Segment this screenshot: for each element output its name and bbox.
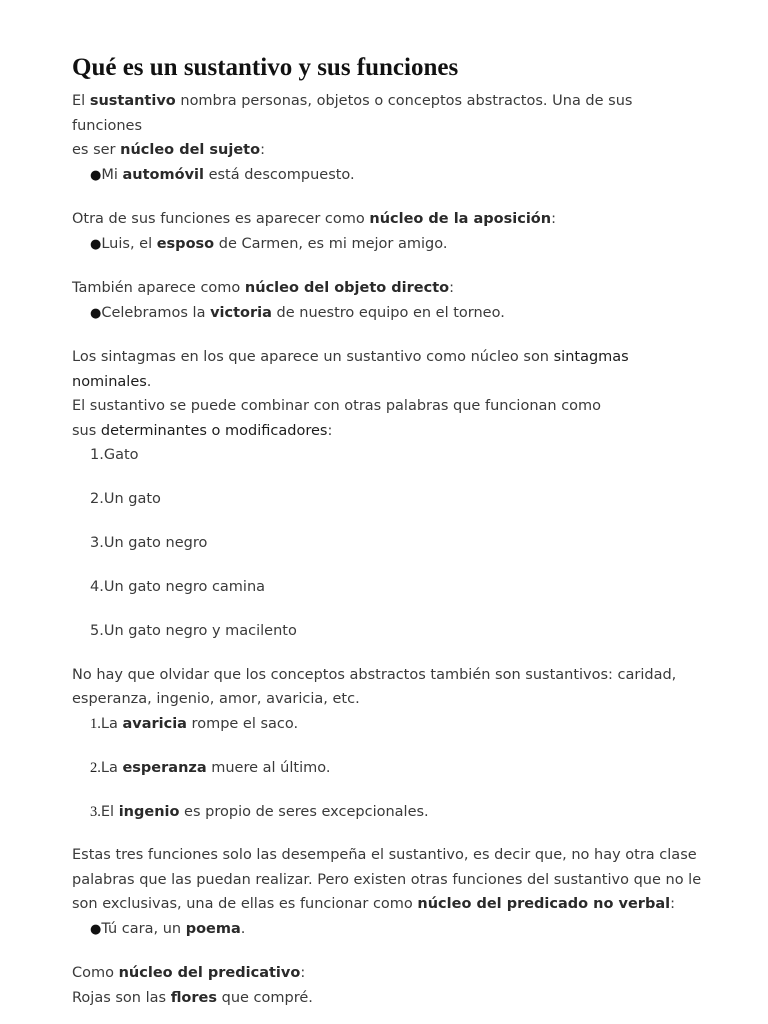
list-item: 1.La avaricia rompe el saco. [90,715,299,732]
bullet-icon: ● [90,305,102,321]
paragraph-objeto-directo: También aparece como núcleo del objeto directo: [72,280,455,296]
list-item: 1.Gato [90,447,139,463]
list-item: 3.Un gato negro [90,535,208,551]
paragraph-sintagmas: Los sintagmas en los que aparece un sustantivo como núcleo son sintagmas nominales. El sustantivo se puede combinar con otras palabras que funcionan como sus determinantes o modificadores: [72,349,629,439]
list-item: 3.El ingenio es propio de seres excepcionales. [90,803,429,820]
bullet-icon: ● [90,167,102,183]
example-item: ●Luis, el esposo de Carmen, es mi mejor amigo. [90,235,448,252]
paragraph-aposicion: Otra de sus funciones es aparecer como núcleo de la aposición: [72,211,556,227]
example-item: ●Celebramos la victoria de nuestro equipo en el torneo. [90,304,505,321]
document-page [72,52,702,1010]
paragraph-predicativo: Como núcleo del predicativo: Rojas son las flores que compré. [72,965,313,1006]
list-item: 2.Un gato [90,491,161,507]
bullet-icon: ● [90,921,102,937]
list-item: 5.Un gato negro y macilento [90,623,297,639]
example-item: ●Tú cara, un poema. [90,920,246,937]
page-title: Qué es un sustantivo y sus funciones [72,54,459,81]
bullet-icon: ● [90,236,102,252]
paragraph-intro: El sustantivo nombra personas, objetos o conceptos abstractos. Una de sus funciones es ser núcleo del sujeto: [72,93,633,158]
example-item: ●Mi automóvil está descompuesto. [90,166,355,183]
list-item: 4.Un gato negro camina [90,579,266,595]
list-item: 2.La esperanza muere al último. [90,759,331,776]
paragraph-predicado: Estas tres funciones solo las desempeña el sustantivo, es decir que, no hay otra clase palabras que las puedan realizar. Pero existen otras funciones del sustantivo que no le son exclusivas, una de ellas es funcionar como núcleo del predicado no verbal: [72,847,702,912]
paragraph-abstractos: No hay que olvidar que los conceptos abstractos también son sustantivos: caridad, esperanza, ingenio, amor, avaricia, etc. [72,666,677,707]
